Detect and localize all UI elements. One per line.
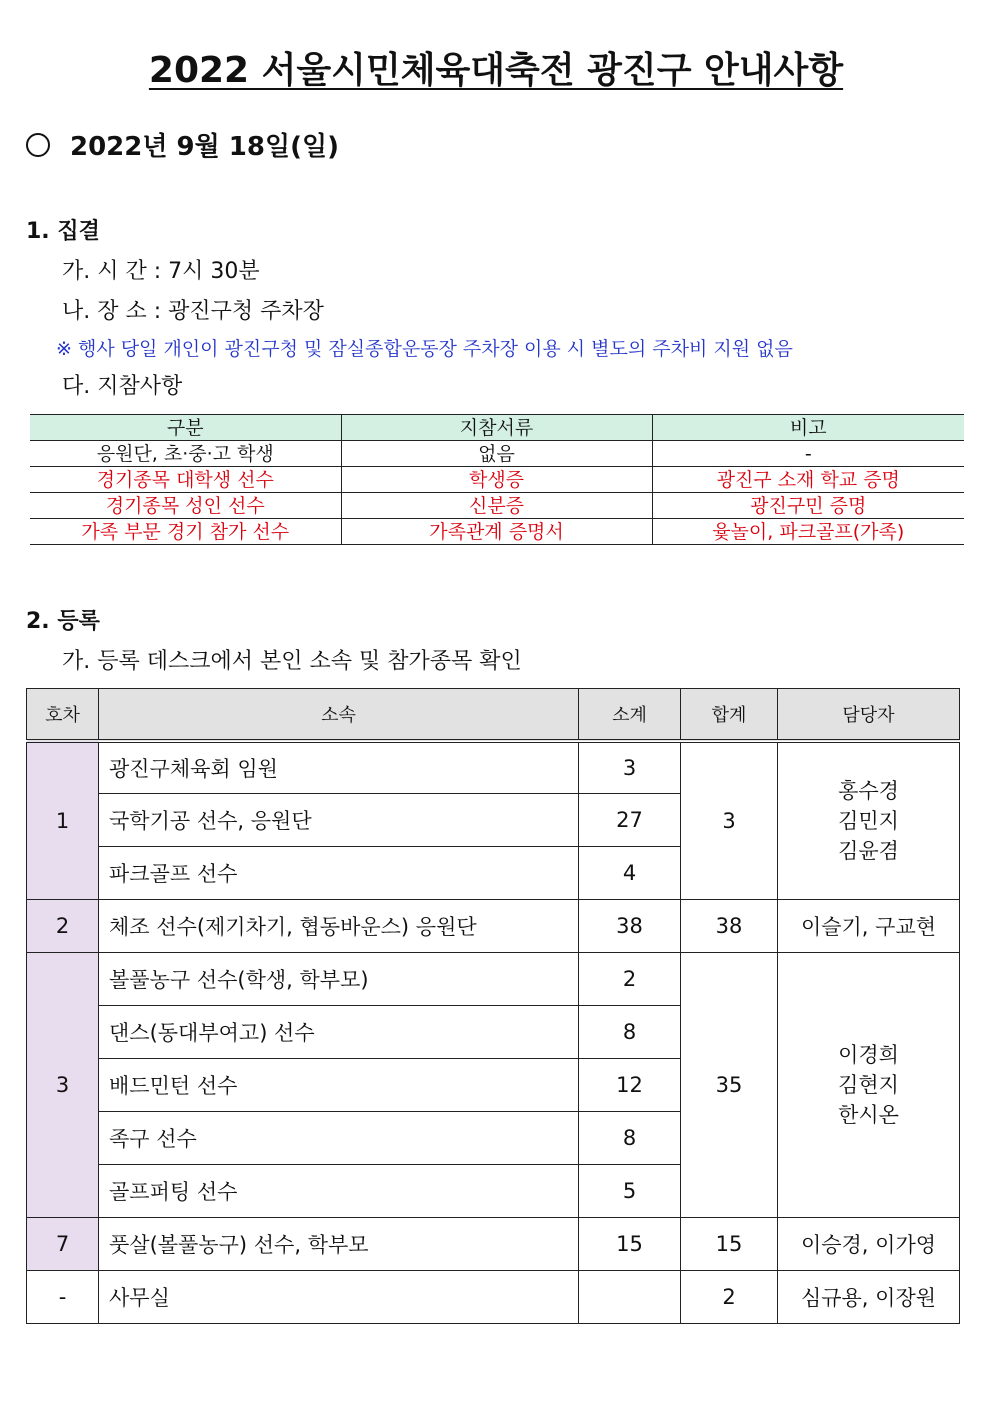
subtotal-cell: 4 [579,847,681,900]
staff-name: 김윤겸 [838,838,899,863]
affiliation-cell: 골프퍼팅 선수 [99,1165,579,1218]
affiliation-cell: 체조 선수(제기차기, 협동바운스) 응원단 [99,900,579,953]
table-row [30,467,964,493]
document-cell: 학생증 [341,467,652,493]
column-header: 비고 [652,415,964,441]
staff-name: 김민지 [838,808,899,833]
affiliation-cell: 볼풀농구 선수(학생, 학부모) [99,953,579,1006]
total-cell: 35 [681,953,778,1218]
category-cell: 응원단, 초·중·고 학생 [30,441,341,467]
staff-cell: 심규용, 이장원 [778,1271,960,1324]
remark-cell: 광진구 소재 학교 증명 [652,467,964,493]
car-number-cell: 7 [27,1218,99,1271]
affiliation-cell: 족구 선수 [99,1112,579,1165]
remark-cell: - [652,441,964,467]
column-header: 지참서류 [341,415,652,441]
table-header-row [30,415,964,441]
column-header: 합계 [681,689,778,741]
car-number-cell: - [27,1271,99,1324]
staff-name: 김현지 [838,1073,899,1097]
affiliation-cell: 파크골프 선수 [99,847,579,900]
subtotal-cell: 27 [579,794,681,847]
affiliation-cell: 국학기공 선수, 응원단 [99,794,579,847]
staff-name: 홍수경 [838,778,899,803]
car-number-cell: 3 [27,953,99,1218]
remark-cell: 윷놀이, 파크골프(가족) [652,519,964,545]
total-cell: 38 [681,900,778,953]
staff-cell: 이승경, 이가영 [778,1218,960,1271]
column-header: 담당자 [778,689,960,741]
table-row [30,519,964,545]
subtotal-cell: 38 [579,900,681,953]
table-row [27,741,960,794]
table-row [27,953,960,1006]
document-cell: 가족관계 증명서 [341,519,652,545]
staff-cell [778,953,960,1218]
required-documents-table [30,414,964,545]
table-row [27,900,960,953]
total-cell: 3 [681,741,778,900]
table-row [27,1271,960,1324]
total-cell: 2 [681,1271,778,1324]
column-header: 소속 [99,689,579,741]
affiliation-cell: 사무실 [99,1271,579,1324]
staff-name: 이경희 [838,1043,899,1067]
subtotal-cell: 8 [579,1006,681,1059]
affiliation-cell: 풋살(볼풀농구) 선수, 학부모 [99,1218,579,1271]
staff-cell [778,741,960,900]
category-cell: 가족 부문 경기 참가 선수 [30,519,341,545]
section-heading-gathering: 1. 집결 [26,219,100,244]
circle-bullet-icon [26,133,50,157]
column-header: 소계 [579,689,681,741]
registration-table [26,688,960,1324]
staff-name: 한시온 [838,1103,899,1127]
gathering-time: 가. 시 간 : 7시 30분 [62,259,260,284]
parking-note: ※ 행사 당일 개인이 광진구청 및 잠실종합운동장 주차장 이용 시 별도의 주차비 지원 없음 [56,338,793,360]
column-header: 구분 [30,415,341,441]
affiliation-cell: 광진구체육회 임원 [99,741,579,794]
remark-cell: 광진구민 증명 [652,493,964,519]
subtotal-cell: 15 [579,1218,681,1271]
page-title: 2022 서울시민체육대축전 광진구 안내사항 [148,50,844,91]
table-row [30,493,964,519]
total-cell: 15 [681,1218,778,1271]
category-cell: 경기종목 대학생 선수 [30,467,341,493]
car-number-cell: 1 [27,741,99,900]
gathering-place: 나. 장 소 : 광진구청 주차장 [62,299,324,324]
table-row [27,1218,960,1271]
category-cell: 경기종목 성인 선수 [30,493,341,519]
subtotal-cell: 2 [579,953,681,1006]
staff-cell: 이슬기, 구교현 [778,900,960,953]
event-date-text: 2022년 9월 18일(일) [70,132,339,162]
subtotal-cell: 3 [579,741,681,794]
subtotal-cell: 8 [579,1112,681,1165]
affiliation-cell: 배드민턴 선수 [99,1059,579,1112]
document-cell: 신분증 [341,493,652,519]
registration-instruction: 가. 등록 데스크에서 본인 소속 및 참가종목 확인 [62,649,522,674]
section-heading-registration: 2. 등록 [26,609,100,634]
subtotal-cell [579,1271,681,1324]
subtotal-cell: 12 [579,1059,681,1112]
column-header: 호차 [27,689,99,741]
car-number-cell: 2 [27,900,99,953]
event-date [26,126,339,163]
table-header-row [27,689,960,741]
subtotal-cell: 5 [579,1165,681,1218]
affiliation-cell: 댄스(동대부여고) 선수 [99,1006,579,1059]
items-heading: 다. 지참사항 [62,374,183,399]
table-row [30,441,964,467]
document-cell: 없음 [341,441,652,467]
